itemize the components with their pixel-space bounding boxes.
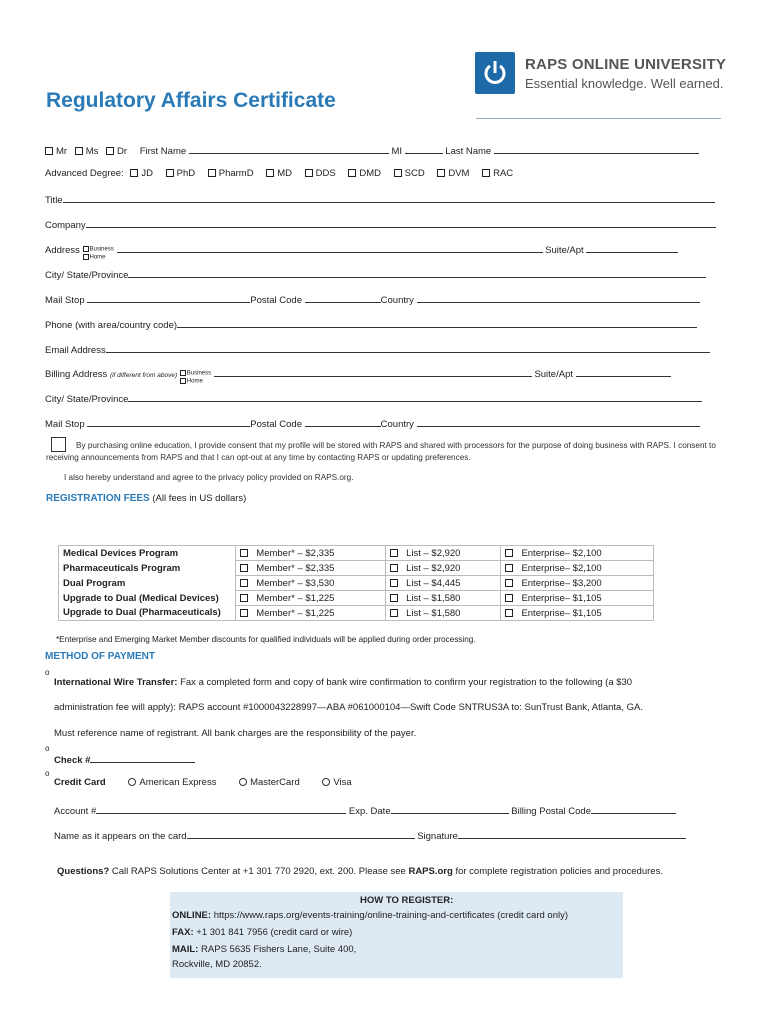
salutation-dr-checkbox[interactable] [106,147,114,155]
name-on-card-field[interactable] [187,828,415,839]
logo-name: RAPS ONLINE UNIVERSITY [525,56,727,73]
fee-member-option[interactable] [236,576,386,591]
account-label: Account # [54,806,97,817]
fee-member-option[interactable] [236,591,386,606]
questions-text: Call RAPS Solutions Center at +1 301 770 2920, ext. 200. Please see [111,866,406,877]
billing-business-checkbox[interactable] [180,370,186,376]
fee-list-option[interactable] [385,576,500,591]
fee-enterprise-option[interactable] [501,591,654,606]
power-icon [475,52,515,94]
billing-field[interactable] [214,366,532,377]
billing-type [180,370,211,385]
mi-field[interactable] [405,143,443,154]
fee-member-label: Member* – $1,225 [256,607,335,619]
address-type [83,246,114,261]
table-row [59,561,654,576]
phone-label: Phone (with area/country code) [45,320,178,331]
fee-enterprise-option[interactable] [501,546,654,561]
questions-row [57,866,663,877]
fee-list-label: List – $1,580 [406,607,461,619]
amex-radio[interactable] [128,778,136,786]
degree-dmd-label: DMD [359,168,381,179]
signature-label: Signature [417,831,458,842]
suite-field[interactable] [586,242,678,253]
fee-list-option[interactable] [385,606,500,621]
billing-mailstop-row [45,416,721,430]
name-on-card-row [54,828,686,842]
country-field[interactable] [417,292,700,303]
degree-dds-label: DDS [315,168,336,179]
billing-suite-label: Suite/Apt [534,369,573,380]
fee-enterprise-option[interactable] [501,561,654,576]
questions-text-2: for complete registration policies and procedures. [455,866,663,877]
howto-heading: HOW TO REGISTER: [360,895,454,906]
fee-enterprise-label: Enterprise– $3,200 [521,577,602,589]
fee-enterprise-option[interactable] [501,606,654,621]
degree-phd-checkbox[interactable] [166,169,174,177]
online-url[interactable]: https://www.raps.org/events-training/online-training-and-certificates (credit card only) [213,910,568,921]
fee-name: Upgrade to Dual (Medical Devices) [59,591,236,606]
wire-label: International Wire Transfer: [54,677,178,688]
fee-enterprise-option[interactable] [501,576,654,591]
exp-label: Exp. Date [348,806,391,817]
fee-enterprise-label: Enterprise– $2,100 [521,547,602,559]
salutation-ms-checkbox[interactable] [75,147,83,155]
city-field[interactable] [128,267,706,278]
salutation-mr-checkbox[interactable] [45,147,53,155]
fee-name: Medical Devices Program [59,546,236,561]
billing-country-label: Country [380,419,414,430]
fee-enterprise-label: Enterprise– $1,105 [521,607,602,619]
address-home-checkbox[interactable] [83,254,89,260]
last-name-field[interactable] [494,143,699,154]
address-business-checkbox[interactable] [83,246,89,252]
degree-md-checkbox[interactable] [266,169,274,177]
address-label: Address [45,245,80,256]
fee-member-label: Member* – $2,335 [256,562,335,574]
fee-member-label: Member* – $1,225 [256,592,335,604]
fee-member-option[interactable] [236,561,386,576]
address-row [45,242,721,261]
online-label: ONLINE: [172,910,212,921]
billing-row [45,366,721,385]
salutation-dr-label: Dr [117,146,128,157]
table-row [59,576,654,591]
city-row [45,267,721,281]
fee-name: Dual Program [59,576,236,591]
fee-member-option[interactable] [236,546,386,561]
billing-home-label: Home [186,378,203,385]
title-label: Title [45,195,63,206]
email-row [45,342,721,356]
questions-label: Questions? [57,866,110,877]
fee-enterprise-label: Enterprise– $2,100 [521,562,602,574]
mastercard-radio[interactable] [239,778,247,786]
fee-member-label: Member* – $3,530 [256,577,335,589]
first-name-label: First Name [139,146,187,157]
mailstop-label: Mail Stop [45,295,85,306]
wire-text-2: administration fee will apply): RAPS account #1000043228997—ABA #061000104—Swift Code SNTRUS3A to: SunTrust Bank, Atlanta, GA. [54,702,643,713]
degree-scd-label: SCD [404,168,425,179]
degree-jd-label: JD [141,168,153,179]
billing-country-field[interactable] [417,416,700,427]
degree-label: Advanced Degree: [45,168,124,179]
visa-radio[interactable] [322,778,330,786]
mailstop-field[interactable] [87,292,250,303]
credit-row [54,777,352,788]
fee-list-label: List – $1,580 [406,592,461,604]
title-row [45,192,721,206]
fee-list-option[interactable] [385,561,500,576]
last-name-label: Last Name [445,146,492,157]
degree-pharmd-label: PharmD [218,168,254,179]
billing-note: (if different from above) [109,372,178,379]
fees-heading: REGISTRATION FEES [46,493,150,504]
company-label: Company [45,220,86,231]
wire-text-3: Must reference name of registrant. All bank charges are the responsibility of the payer. [54,728,417,739]
degree-scd-checkbox[interactable] [394,169,402,177]
degree-dds-checkbox[interactable] [305,169,313,177]
salutation-mr-label: Mr [56,146,68,157]
name-row [45,143,721,157]
billing-postal-code-label: Billing Postal Code [511,806,591,817]
check-number-field[interactable] [90,752,195,763]
wire-radio-bullet[interactable]: o [45,668,50,677]
check-radio-bullet[interactable]: o [45,744,50,753]
consent-text: By purchasing online education, I provide consent that my profile will be stored with RAPS and shared with processors for the purpose of doing business with RAPS. I consent to receiving announcements from RAPS and that I can opt-out at any time by contacting RAPS or updating preferences. [46,441,716,462]
billing-city-row [45,391,721,405]
postal-label: Postal Code [250,295,303,306]
mi-label: MI [391,146,402,157]
address-business-label: Business [89,246,114,253]
account-field[interactable] [96,803,346,814]
fax-label: FAX: [172,927,194,938]
fee-member-option[interactable] [236,606,386,621]
logo-divider [476,118,721,119]
title-field[interactable] [63,192,715,203]
mail-label: MAIL: [172,944,199,955]
degree-dvm-label: DVM [448,168,470,179]
phone-field[interactable] [177,317,697,328]
table-row [59,606,654,621]
degree-rac-label: RAC [493,168,514,179]
billing-label: Billing Address [45,369,108,380]
degree-pharmd-checkbox[interactable] [208,169,216,177]
billing-postal-code-field[interactable] [591,803,676,814]
postal-field[interactable] [305,292,381,303]
privacy-text: I also hereby understand and agree to the privacy policy provided on RAPS.org. [64,473,354,482]
fees-heading-note: (All fees in US dollars) [152,493,247,504]
billing-home-checkbox[interactable] [180,378,186,384]
name-on-card-label: Name as it appears on the card [54,831,187,842]
fee-enterprise-label: Enterprise– $1,105 [521,592,602,604]
fee-list-label: List – $2,920 [406,562,461,574]
signature-field[interactable] [458,828,686,839]
company-row [45,217,721,231]
billing-business-label: Business [186,370,212,377]
country-label: Country [380,295,414,306]
fee-name: Upgrade to Dual (Pharmaceuticals) [59,606,236,621]
address-home-label: Home [89,254,106,261]
billing-city-field[interactable] [128,391,702,402]
email-field[interactable] [106,342,710,353]
salutation-ms-label: Ms [85,146,99,157]
suite-label: Suite/Apt [545,245,584,256]
fax-number: +1 301 841 7956 (credit card or wire) [196,927,353,938]
degree-jd-checkbox[interactable] [130,169,138,177]
email-label: Email Address [45,345,106,356]
exp-field[interactable] [391,803,509,814]
first-name-field[interactable] [189,143,389,154]
billing-postal-field[interactable] [305,416,381,427]
mailstop-row [45,292,721,306]
address-field[interactable] [117,242,543,253]
mail-address: RAPS 5635 Fishers Lane, Suite 400, [201,944,357,955]
account-row [54,803,676,817]
fee-name: Pharmaceuticals Program [59,561,236,576]
degree-dvm-checkbox[interactable] [437,169,445,177]
degree-phd-label: PhD [176,168,196,179]
billing-suite-field[interactable] [576,366,671,377]
credit-label: Credit Card [54,777,106,788]
fee-list-label: List – $2,920 [406,547,461,559]
table-row [59,546,654,561]
check-label: Check # [54,755,91,766]
billing-city-label: City/ State/Province [45,394,129,405]
wire-text: Fax a completed form and copy of bank wire confirmation to confirm your registration to the following (a $30 [180,677,633,688]
billing-mailstop-label: Mail Stop [45,419,85,430]
fees-note: *Enterprise and Emerging Market Member discounts for qualified individuals will be applied during order processing. [56,635,476,644]
billing-mailstop-field[interactable] [87,416,250,427]
phone-row [45,317,721,331]
fee-list-option[interactable] [385,591,500,606]
mail-address-2: Rockville, MD 20852. [172,959,262,970]
mastercard-label: MasterCard [250,777,300,788]
company-field[interactable] [86,217,716,228]
table-row [59,591,654,606]
fees-heading-row [46,493,246,504]
degree-row [45,167,721,181]
fee-list-label: List – $4,445 [406,577,461,589]
raps-link[interactable]: RAPS.org [408,866,453,877]
how-to-register-box [170,892,623,978]
billing-postal-label: Postal Code [250,419,303,430]
page-title: Regulatory Affairs Certificate [46,89,336,112]
fee-list-option[interactable] [385,546,500,561]
credit-radio-bullet[interactable]: o [45,769,50,778]
amex-label: American Express [139,777,217,788]
payment-heading: METHOD OF PAYMENT [45,651,156,662]
degree-md-label: MD [277,168,292,179]
degree-rac-checkbox[interactable] [482,169,490,177]
fee-member-label: Member* – $2,335 [256,547,335,559]
city-label: City/ State/Province [45,270,129,281]
check-row [54,752,195,766]
visa-label: Visa [333,777,352,788]
logo-tagline: Essential knowledge. Well earned. [525,76,724,91]
wire-row [54,677,632,688]
fees-table [58,545,654,621]
degree-dmd-checkbox[interactable] [348,169,356,177]
